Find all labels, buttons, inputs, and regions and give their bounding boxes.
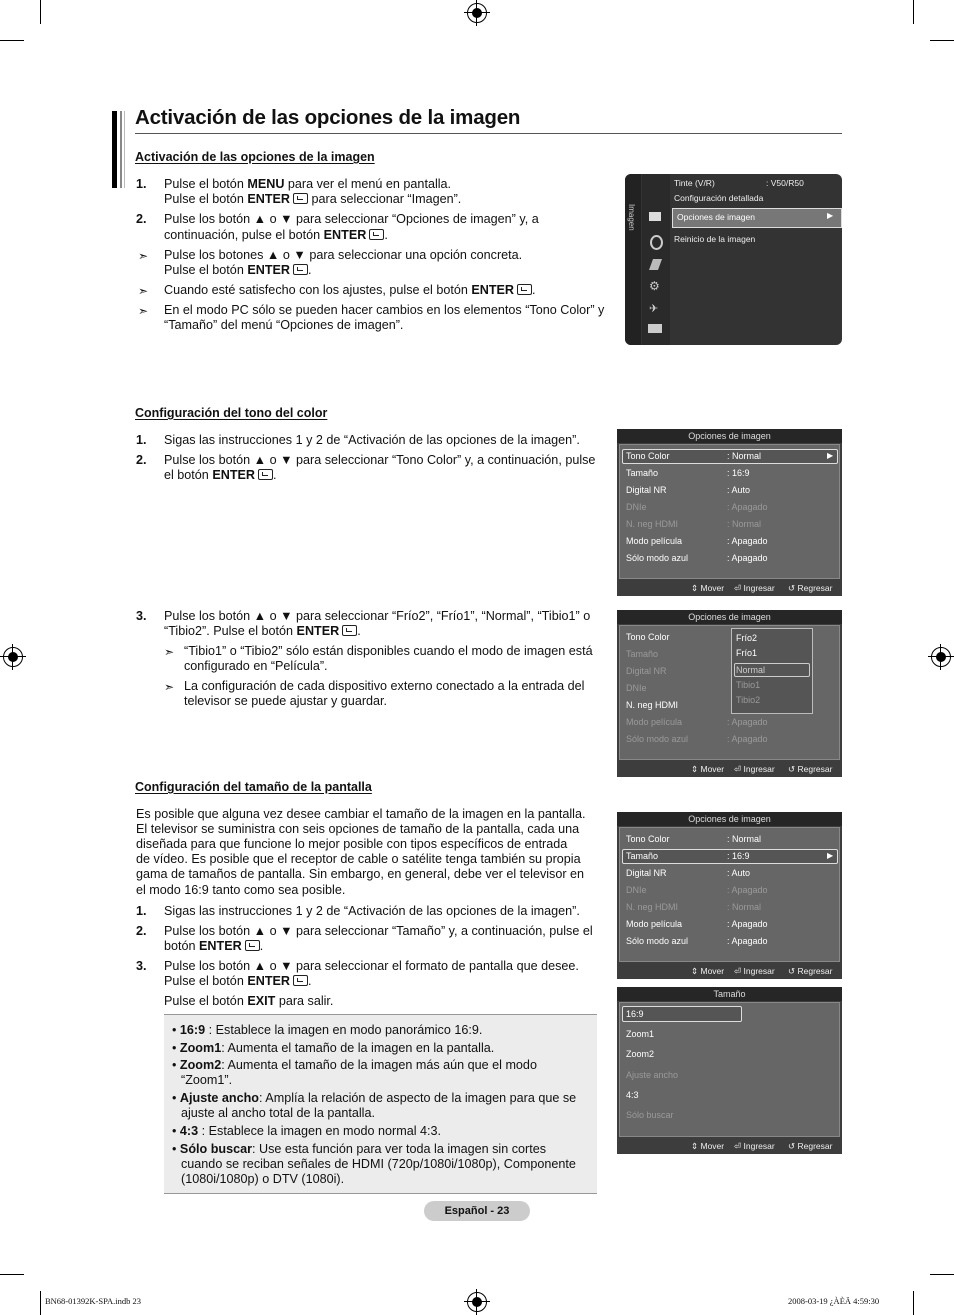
footer-enter: ⏎ Ingresar: [734, 764, 775, 774]
footer-return: ↺ Regresar: [788, 966, 833, 976]
size-option[interactable]: Zoom2: [626, 1049, 655, 1059]
menu-value: : 16:9: [727, 851, 750, 861]
bullet-item-cont: “Zoom1”.: [181, 1073, 233, 1087]
step-text: Pulse los botón ▲ o ▼ para seleccionar “Frío2”, “Frío1”, “Normal”, “Tibio1” o: [164, 609, 591, 623]
menu-item-opciones: Opciones de imagen: [677, 212, 755, 222]
menu-value: : Normal: [727, 451, 762, 461]
menu-header: Tamaño: [617, 987, 842, 1001]
menu-value: : Apagado: [727, 734, 768, 744]
menu-label: Modo película: [626, 717, 683, 727]
enter-icon: [517, 284, 532, 295]
menu-item-tinte[interactable]: Tinte (V/R): [674, 178, 715, 188]
submenu-arrow-icon: ▶: [827, 211, 834, 220]
move-icon: ⇕: [691, 764, 699, 774]
menu-label[interactable]: Tono Color: [626, 834, 670, 844]
enter-icon: ⏎: [734, 583, 742, 593]
return-icon: ↺: [788, 764, 796, 774]
bullet-item: • Zoom2: Aumenta el tamaño de la imagen más aún que el modo: [172, 1058, 537, 1072]
menu-header: Opciones de imagen: [617, 429, 842, 443]
note-text: Cuando esté satisfecho con los ajustes, pulse el botón ENTER .: [164, 283, 536, 297]
step-text: Sigas las instrucciones 1 y 2 de “Activación de las opciones de la imagen”.: [164, 904, 580, 918]
application-icon: [648, 324, 662, 333]
crop-mark: [0, 40, 24, 41]
sound-icon: [650, 235, 663, 250]
menu-label[interactable]: Sólo modo azul: [626, 553, 689, 563]
footer-enter: ⏎ Ingresar: [734, 583, 775, 593]
step-text: continuación, pulse el botón ENTER .: [164, 228, 388, 242]
step-number: 1.: [136, 433, 147, 447]
paragraph-line: diseñada para que funcione lo mejor posible con tipos específicos de entrada: [136, 837, 568, 851]
menu-label[interactable]: Sólo modo azul: [626, 936, 689, 946]
note-text: En el modo PC sólo se pueden hacer cambios en los elementos “Tono Color” y: [164, 303, 605, 317]
bullet-item-cont: cuando se reciban señales de HDMI (720p/1080i/1080p), Componente: [181, 1157, 576, 1171]
bullet-item-cont: ajuste al ancho total de la pantalla.: [181, 1106, 375, 1120]
menu-label: N. neg HDMI: [626, 519, 679, 529]
step-text: Pulse los botón ▲ o ▼ para seleccionar el formato de pantalla que desee.: [164, 959, 579, 973]
menu-value: : Apagado: [727, 936, 768, 946]
note-arrow-icon: ➣: [164, 680, 175, 694]
menu-label[interactable]: Digital NR: [626, 868, 667, 878]
menu-item-config[interactable]: Configuración detallada: [674, 193, 764, 203]
step-text: Pulse los botón ▲ o ▼ para seleccionar “Opciones de imagen” y, a: [164, 212, 539, 226]
menu-label: Tono Color: [626, 451, 670, 461]
enter-icon: [258, 469, 273, 480]
step-number: 3.: [136, 959, 147, 973]
footer-timestamp: 2008-03-19 ¿ÀÈÄ 4:59:30: [788, 1296, 880, 1306]
menu-item-tinte-value: : V50/R50: [766, 178, 804, 188]
note-text: La configuración de cada dispositivo externo conectado a la entrada del: [184, 679, 585, 693]
step-text: Pulse el botón ENTER para seleccionar “Imagen”.: [164, 192, 462, 206]
crop-mark: [930, 40, 954, 41]
title-divider: [135, 133, 842, 134]
menu-header: Opciones de imagen: [617, 812, 842, 826]
crop-mark: [0, 1274, 24, 1275]
menu-label: DNIe: [626, 502, 647, 512]
note-arrow-icon: ➣: [138, 249, 149, 263]
enter-icon: [293, 975, 308, 986]
menu-value: : Apagado: [727, 717, 768, 727]
menu-value: : Apagado: [727, 553, 768, 563]
menu-side-label: Imagen: [627, 204, 636, 231]
bullet-item: • Ajuste ancho: Amplía la relación de aspecto de la imagen para que se: [172, 1091, 577, 1105]
menu-label: Digital NR: [626, 666, 667, 676]
size-option: Sólo buscar: [626, 1110, 674, 1120]
dropdown-option[interactable]: Tibio2: [736, 695, 761, 705]
registration-mark-icon: [3, 647, 23, 667]
return-icon: ↺: [788, 1141, 796, 1151]
dropdown-option[interactable]: Tibio1: [736, 680, 761, 690]
size-option[interactable]: 4:3: [626, 1090, 639, 1100]
menu-value: : Normal: [727, 519, 762, 529]
paragraph-line: El televisor se suministra con seis opciones de tamaño de la pantalla, cada una: [136, 822, 580, 836]
move-icon: ⇕: [691, 966, 699, 976]
registration-mark-icon: [467, 3, 487, 23]
step-text: Pulse el botón MENU para ver el menú en pantalla.: [164, 177, 452, 191]
step-number: 3.: [136, 609, 147, 623]
step-text: botón ENTER .: [164, 939, 264, 953]
menu-value: : Auto: [727, 485, 751, 495]
menu-value: : Normal: [727, 834, 762, 844]
footer-file: BN68-01392K-SPA.indb 23: [45, 1296, 142, 1306]
footer-move: ⇕ Mover: [691, 764, 725, 774]
step-text: “Tibio2”. Pulse el botón ENTER .: [164, 624, 361, 638]
menu-value: : Apagado: [727, 885, 768, 895]
menu-header: Opciones de imagen: [617, 610, 842, 624]
enter-icon: [293, 193, 308, 204]
menu-value: : Normal: [727, 902, 762, 912]
size-option[interactable]: Zoom1: [626, 1029, 655, 1039]
step-number: 2.: [136, 453, 147, 467]
tv-menu-tone-dropdown: [617, 610, 842, 777]
footer-enter: ⏎ Ingresar: [734, 966, 775, 976]
note-text: Pulse el botón ENTER .: [164, 263, 312, 277]
step-number: 2.: [136, 924, 147, 938]
footer-enter: ⏎ Ingresar: [734, 1141, 775, 1151]
bullet-item: • 4:3 : Establece la imagen en modo normal 4:3.: [172, 1124, 442, 1138]
menu-label: Tamaño: [626, 649, 659, 659]
footer-return: ↺ Regresar: [788, 1141, 833, 1151]
note-text: televisor se puede ajustar y guardar.: [184, 694, 388, 708]
bullet-item: • Zoom1: Aumenta el tamaño de la imagen en la pantalla.: [172, 1041, 495, 1055]
note-text: Pulse los botones ▲ o ▼ para seleccionar una opción concreta.: [164, 248, 523, 262]
bullet-item-cont: (1080i/1080p) o DTV (1080i).: [181, 1172, 345, 1186]
return-icon: ↺: [788, 583, 796, 593]
step-text: Pulse el botón ENTER .: [164, 974, 312, 988]
note-arrow-icon: ➣: [164, 645, 175, 659]
crop-mark: [930, 1274, 954, 1275]
menu-label: Sólo modo azul: [626, 734, 689, 744]
note-text: “Tamaño” del menú “Opciones de imagen”.: [164, 318, 404, 332]
enter-icon: [369, 229, 384, 240]
decorative-bar: [124, 111, 125, 188]
enter-icon: [245, 940, 260, 951]
enter-icon: ⏎: [734, 1141, 742, 1151]
menu-label[interactable]: N. neg HDMI: [626, 700, 679, 710]
menu-value: : 16:9: [727, 468, 750, 478]
note-text: configurado en “Película”.: [184, 659, 328, 673]
section-heading: Configuración del tamaño de la pantalla: [135, 780, 372, 794]
note-arrow-icon: ➣: [138, 284, 149, 298]
tv-menu-image: [625, 174, 842, 345]
footer-return: ↺ Regresar: [788, 583, 833, 593]
bullet-item: • 16:9 : Establece la imagen en modo panorámico 16:9.: [172, 1023, 483, 1037]
input-icon: ✈: [649, 303, 659, 315]
submenu-arrow-icon: ▶: [827, 451, 834, 460]
step-text: Pulse el botón EXIT para salir.: [164, 994, 334, 1008]
footer-move: ⇕ Mover: [691, 966, 725, 976]
step-text: Pulse los botón ▲ o ▼ para seleccionar “Tamaño” y, a continuación, pulse el: [164, 924, 593, 938]
menu-item-reinicio[interactable]: Reinicio de la imagen: [674, 234, 756, 244]
enter-icon: ⏎: [734, 764, 742, 774]
registration-mark-icon: [931, 647, 951, 667]
step-number: 2.: [136, 212, 147, 226]
registration-mark-icon: [467, 1292, 487, 1312]
size-option: 16:9: [626, 1009, 644, 1019]
enter-icon: [293, 264, 308, 275]
footer-move: ⇕ Mover: [691, 1141, 725, 1151]
section-heading: Activación de las opciones de la imagen: [135, 150, 375, 164]
paragraph-line: el modo 16:9 tanto como sea posible.: [136, 883, 346, 897]
crop-mark: [913, 0, 914, 24]
step-number: 1.: [136, 904, 147, 918]
menu-value: : Apagado: [727, 502, 768, 512]
crop-mark: [913, 1291, 914, 1315]
size-option: Ajuste ancho: [626, 1070, 679, 1080]
picture-icon: [649, 212, 661, 221]
enter-icon: [342, 625, 357, 636]
tv-menu-size: [617, 987, 842, 1154]
footer-move: ⇕ Mover: [691, 583, 725, 593]
tv-menu-options: [617, 429, 842, 596]
submenu-arrow-icon: ▶: [827, 851, 834, 860]
bullet-item: • Sólo buscar: Use esta función para ver toda la imagen sin cortes: [172, 1142, 547, 1156]
crop-mark: [40, 1291, 41, 1315]
setup-gear-icon: ⚙: [649, 279, 660, 293]
dropdown-option[interactable]: Normal: [736, 665, 766, 675]
menu-label[interactable]: Tono Color: [626, 632, 670, 642]
menu-label[interactable]: Modo película: [626, 536, 683, 546]
paragraph-line: de vídeo. Es posible que el receptor de cable o satélite tenga también su propia: [136, 852, 581, 866]
note-arrow-icon: ➣: [138, 304, 149, 318]
menu-label[interactable]: Tamaño: [626, 468, 659, 478]
enter-icon: ⏎: [734, 966, 742, 976]
menu-label: DNIe: [626, 885, 647, 895]
menu-value: : Apagado: [727, 536, 768, 546]
decorative-bar: [120, 111, 122, 188]
tv-menu-size-option: [617, 812, 842, 979]
paragraph-line: gama de tamaños de pantalla. Sin embargo, en general, debe ver el televisor en: [136, 867, 585, 881]
dropdown-option[interactable]: Frío1: [736, 648, 758, 658]
decorative-bar: [112, 111, 117, 188]
move-icon: ⇕: [691, 1141, 699, 1151]
move-icon: ⇕: [691, 583, 699, 593]
menu-label: DNIe: [626, 683, 647, 693]
return-icon: ↺: [788, 966, 796, 976]
crop-mark: [40, 0, 41, 24]
step-text: Pulse los botón ▲ o ▼ para seleccionar “Tono Color” y, a continuación, pulse: [164, 453, 596, 467]
page-title: Activación de las opciones de la imagen: [135, 106, 521, 129]
menu-label: Tamaño: [626, 851, 659, 861]
dropdown-option[interactable]: Frío2: [736, 633, 758, 643]
footer-return: ↺ Regresar: [788, 764, 833, 774]
step-text: el botón ENTER .: [164, 468, 277, 482]
menu-label: N. neg HDMI: [626, 902, 679, 912]
step-number: 1.: [136, 177, 147, 191]
step-text: Sigas las instrucciones 1 y 2 de “Activación de las opciones de la imagen”.: [164, 433, 580, 447]
menu-value: : Auto: [727, 868, 751, 878]
section-heading: Configuración del tono del color: [135, 406, 328, 420]
menu-value: : Apagado: [727, 919, 768, 929]
menu-label[interactable]: Digital NR: [626, 485, 667, 495]
menu-side-strip: [625, 174, 641, 345]
page-number-badge: Español - 23: [424, 1201, 530, 1221]
menu-label[interactable]: Modo película: [626, 919, 683, 929]
paragraph-line: Es posible que alguna vez desee cambiar el tamaño de la imagen en la pantalla.: [136, 807, 586, 821]
note-text: “Tibio1” o “Tibio2” sólo están disponibles cuando el modo de imagen está: [184, 644, 593, 658]
